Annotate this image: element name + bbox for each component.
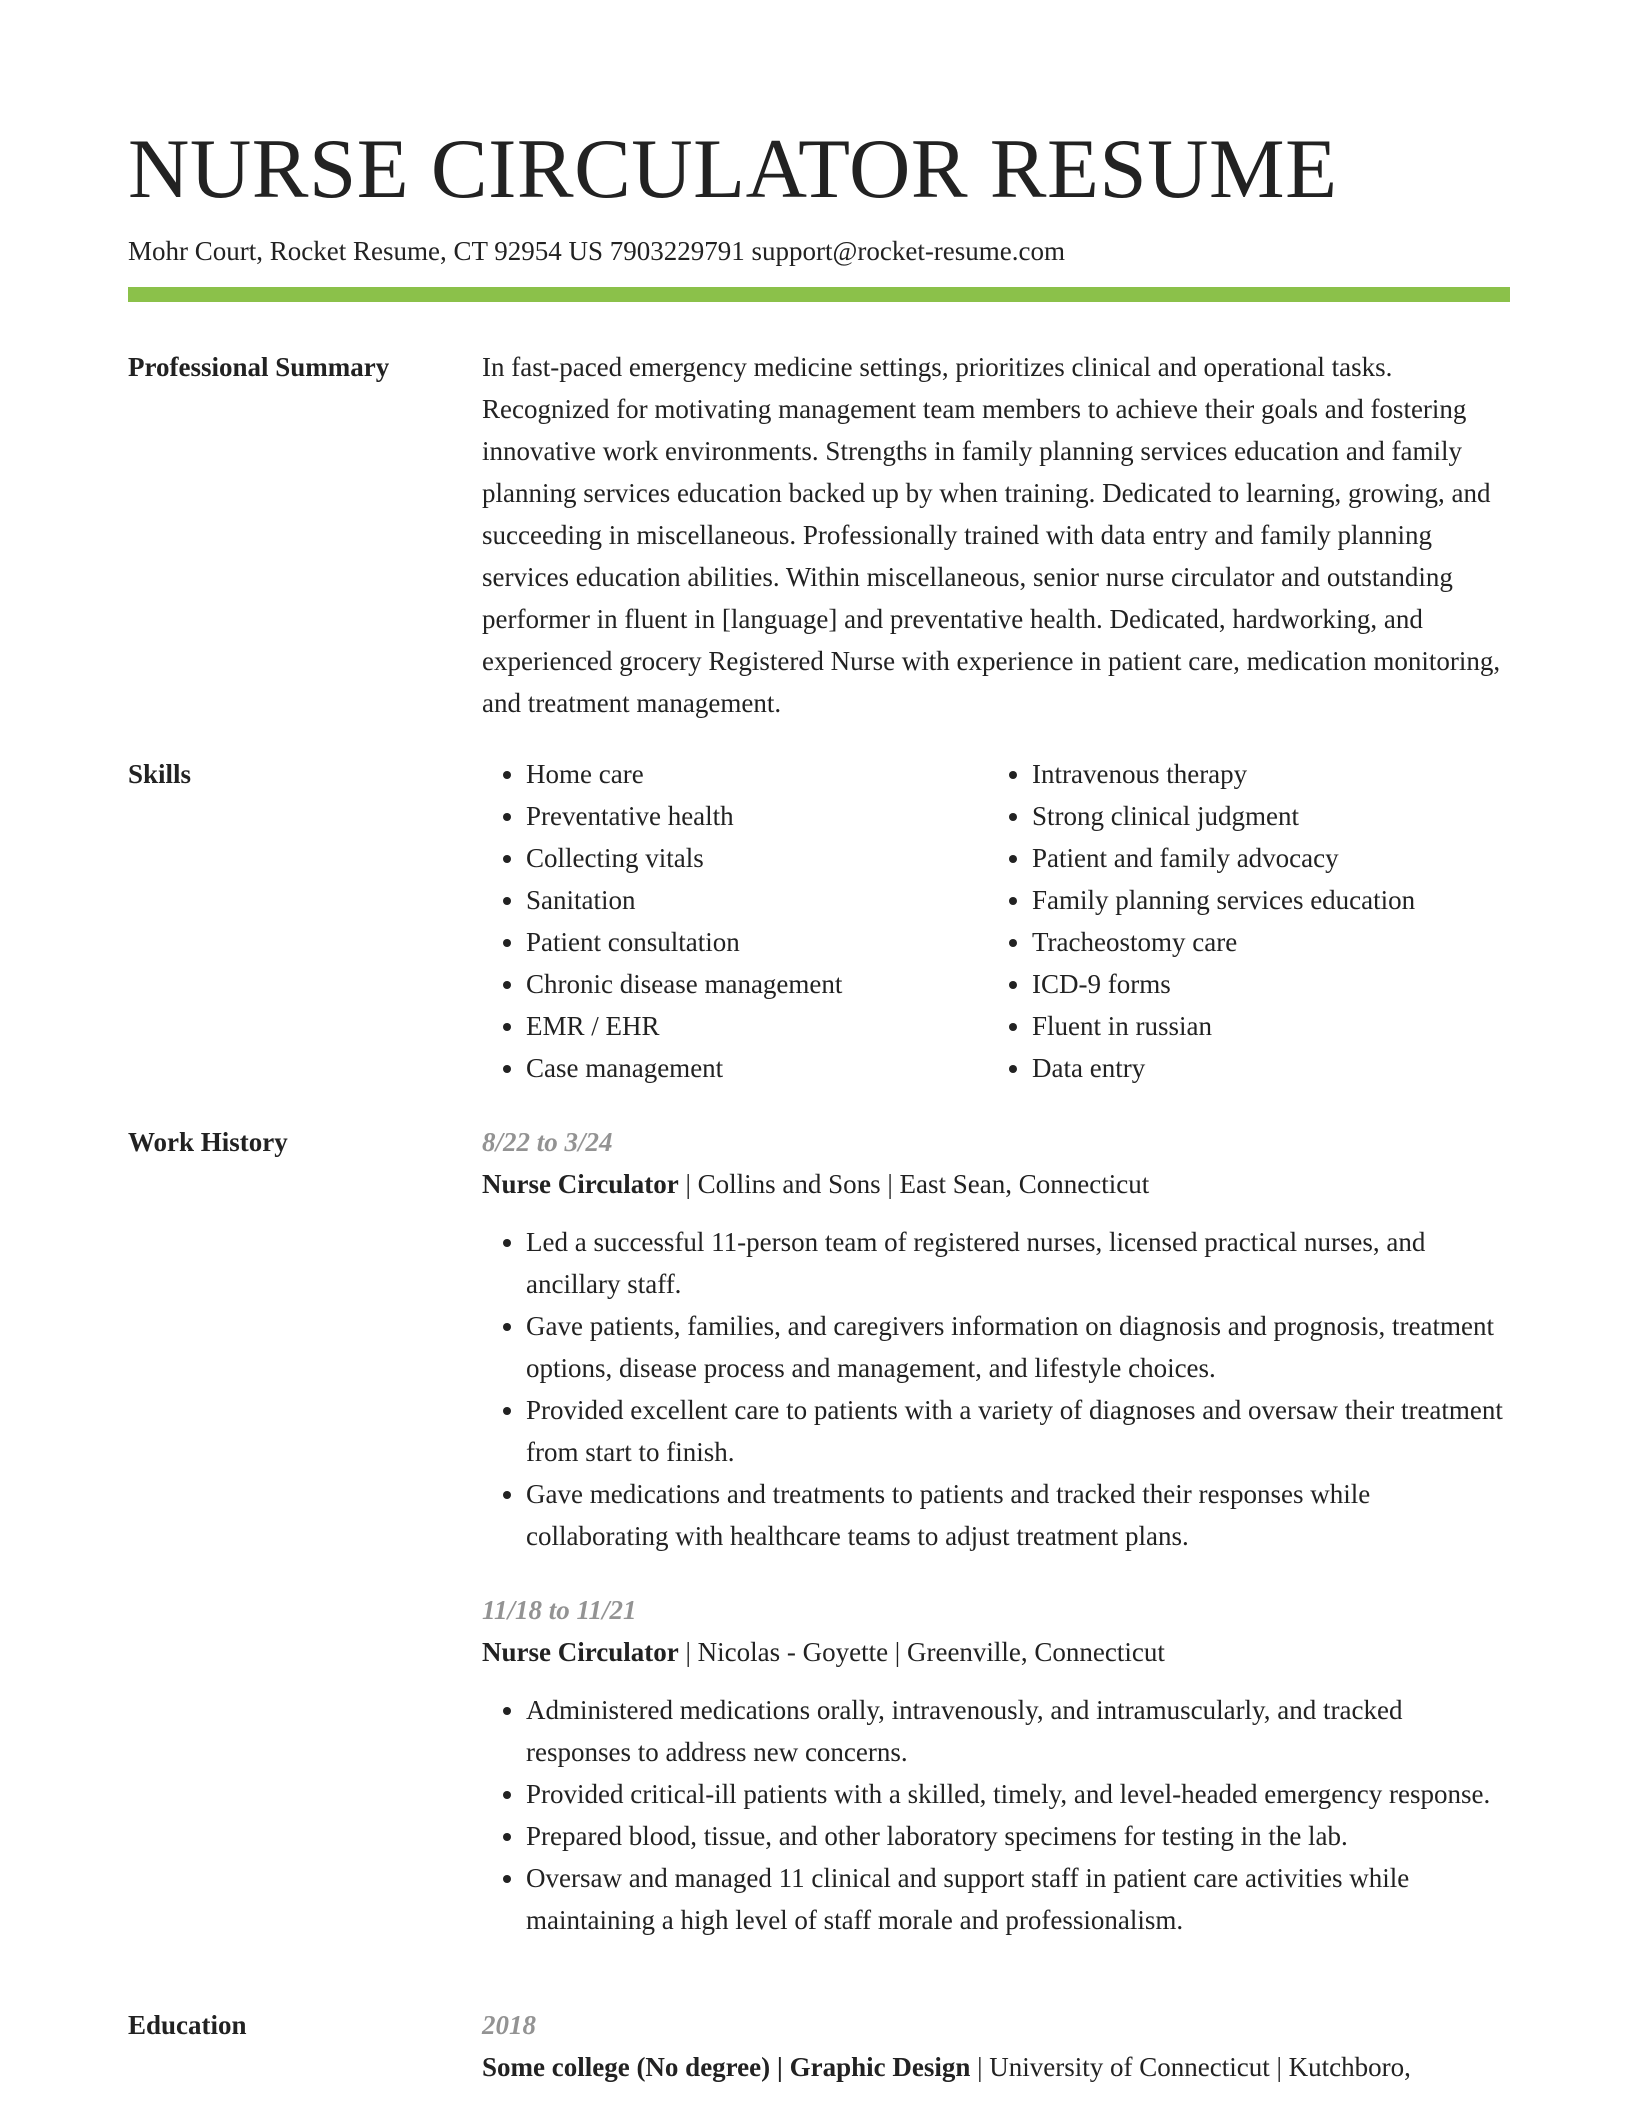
job-dates: 11/18 to 11/21: [482, 1595, 637, 1625]
skills-body: [482, 753, 1510, 1089]
accent-divider: [128, 287, 1510, 302]
skill-item: • Home care: [526, 753, 988, 795]
job-bullets: [482, 1221, 1510, 1557]
education-line: [482, 2046, 1510, 2088]
skill-item: • Fluent in russian: [1032, 1005, 1494, 1047]
job-bullet: • Gave medications and treatments to patients and tracked their responses while collaborating with healthcare teams to adjust treatment plans.: [526, 1473, 1510, 1557]
skill-item: • Case management: [526, 1047, 988, 1089]
skill-item: • Sanitation: [526, 879, 988, 921]
job-entry: [482, 1589, 1510, 1941]
job-role: Nurse Circulator: [482, 1169, 679, 1199]
job-bullet: • Oversaw and managed 11 clinical and support staff in patient care activities while maintaining a high level of staff morale and professionalism.: [526, 1857, 1510, 1941]
summary-text: In fast-paced emergency medicine settings, prioritizes clinical and operational tasks. Recognized for motivating management team members to achieve their goals and fostering innovative work environments. Strengths in family planning services education and family planning services education backed up by when training. Dedicated to learning, growing, and succeeding in miscellaneous. Professionally trained with data entry and family planning services education abilities. Within miscellaneous, senior nurse circulator and outstanding performer in fluent in [language] and preventative health. Dedicated, hardworking, and experienced grocery Registered Nurse with experience in patient care, medication monitoring, and treatment management.: [482, 352, 1501, 718]
skill-item: • Intravenous therapy: [1032, 753, 1494, 795]
summary-heading: Professional Summary: [128, 352, 390, 382]
skill-item: • Preventative health: [526, 795, 988, 837]
skill-item: • Family planning services education: [1032, 879, 1494, 921]
skills-column-right: [988, 753, 1494, 1089]
skills-column-left: [482, 753, 988, 1089]
job-role: Nurse Circulator: [482, 1637, 679, 1667]
job-title-line: [482, 1631, 1510, 1673]
work-history-body: [482, 1121, 1510, 1941]
job-employer: | Nicolas - Goyette | Greenville, Connecticut: [678, 1637, 1165, 1667]
summary-body: [482, 346, 1510, 724]
job-bullet: • Gave patients, families, and caregivers information on diagnosis and prognosis, treatment options, disease process and management, and lifestyle choices.: [526, 1305, 1510, 1389]
education-date: 2018: [482, 2010, 536, 2040]
education-heading: Education: [128, 2010, 247, 2040]
education-body: [482, 2004, 1510, 2088]
job-bullet: • Provided excellent care to patients with a variety of diagnoses and oversaw their treatment from start to finish.: [526, 1389, 1510, 1473]
job-title-line: [482, 1163, 1510, 1205]
education-degree: Some college (No degree) | Graphic Design: [482, 2052, 971, 2082]
skill-item: • ICD-9 forms: [1032, 963, 1494, 1005]
skills-heading: Skills: [128, 759, 192, 789]
skill-item: • Patient consultation: [526, 921, 988, 963]
resume-title: NURSE CIRCULATOR RESUME: [128, 122, 1338, 216]
work-history-heading: Work History: [128, 1127, 288, 1157]
skill-item: • Data entry: [1032, 1047, 1494, 1089]
job-bullet: • Led a successful 11-person team of registered nurses, licensed practical nurses, and ancillary staff.: [526, 1221, 1510, 1305]
skill-item: • EMR / EHR: [526, 1005, 988, 1047]
skill-item: • Tracheostomy care: [1032, 921, 1494, 963]
job-bullets: [482, 1689, 1510, 1941]
education-school: | University of Connecticut | Kutchboro,: [970, 2052, 1411, 2082]
skill-item: • Strong clinical judgment: [1032, 795, 1494, 837]
job-dates: 8/22 to 3/24: [482, 1127, 613, 1157]
skill-item: • Chronic disease management: [526, 963, 988, 1005]
job-bullet: • Provided critical-ill patients with a skilled, timely, and level-headed emergency response.: [526, 1773, 1510, 1815]
job-bullet: • Prepared blood, tissue, and other laboratory specimens for testing in the lab.: [526, 1815, 1510, 1857]
skill-item: • Collecting vitals: [526, 837, 988, 879]
skill-item: • Patient and family advocacy: [1032, 837, 1494, 879]
job-employer: | Collins and Sons | East Sean, Connecticut: [678, 1169, 1150, 1199]
job-bullet: • Administered medications orally, intravenously, and intramuscularly, and tracked responses to address new concerns.: [526, 1689, 1510, 1773]
contact-line: Mohr Court, Rocket Resume, CT 92954 US 7903229791 support@rocket-resume.com: [128, 236, 1066, 266]
job-entry: [482, 1121, 1510, 1557]
